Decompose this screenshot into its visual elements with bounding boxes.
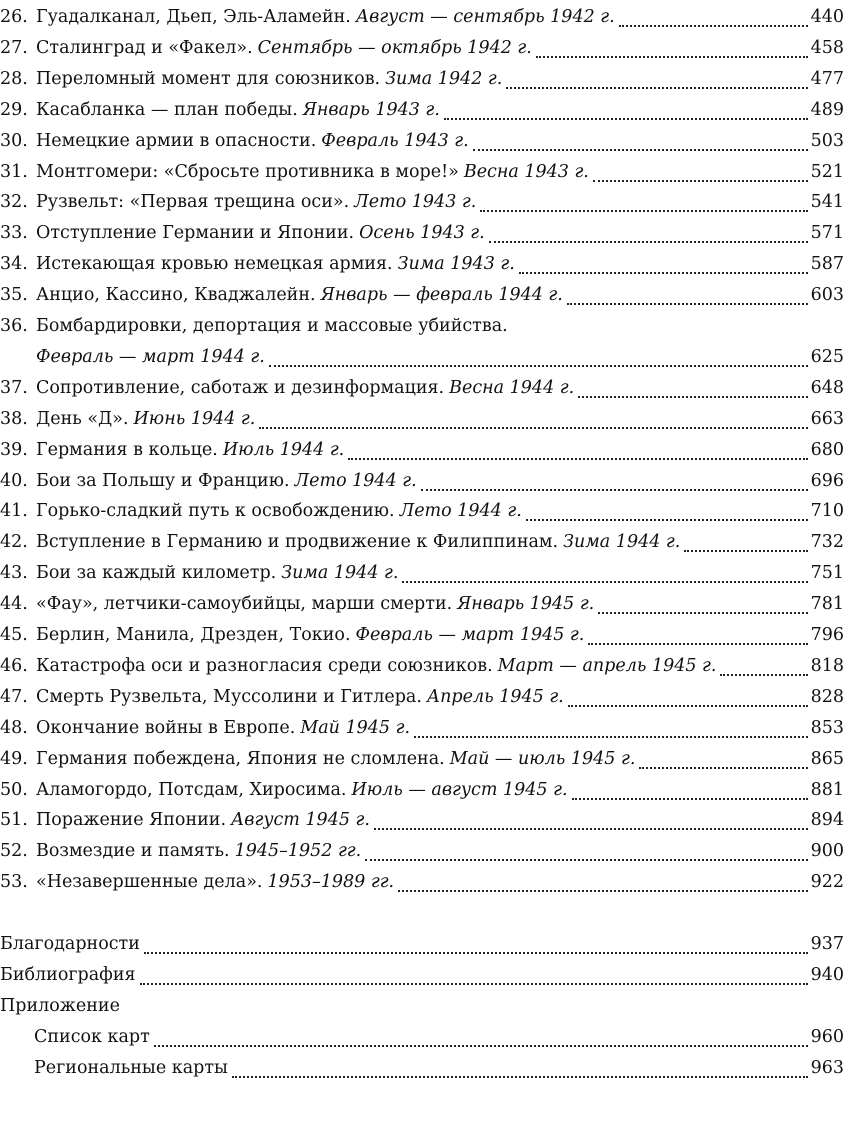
entry-page: 648 — [810, 377, 844, 398]
entry-number: 51. — [0, 810, 28, 831]
entry-number: 32. — [0, 192, 28, 213]
dot-leader — [402, 581, 807, 583]
entry-number: 26. — [0, 7, 28, 27]
dot-leader — [444, 118, 808, 120]
entry-title: Смерть Рузвельта, Муссолини и Гитлера. — [36, 686, 422, 707]
entry-title: Сталинград и «Факел». — [36, 37, 253, 58]
dot-leader — [480, 210, 807, 212]
toc-entry — [0, 373, 844, 403]
back-matter-entry — [0, 1022, 844, 1052]
entry-page: 587 — [810, 254, 844, 275]
entry-title: Рузвельт: «Первая трещина оси». — [36, 192, 350, 213]
dot-leader — [414, 736, 808, 738]
entry-page: 796 — [810, 625, 844, 645]
toc-entry — [0, 435, 844, 465]
dot-leader — [473, 149, 808, 151]
toc-entry — [0, 682, 844, 712]
toc-entry — [0, 867, 844, 897]
entry-date: Зима 1942 г. — [385, 68, 503, 89]
toc-entry — [0, 558, 844, 588]
entry-date: Август — сентябрь 1942 г. — [355, 7, 615, 27]
toc-entry — [0, 466, 844, 496]
entry-page: 603 — [810, 285, 844, 306]
entry-title: Германия в кольце. — [36, 439, 218, 460]
entry-page: 732 — [810, 532, 844, 553]
entry-date: Зима 1943 г. — [397, 254, 515, 275]
toc-entry — [0, 311, 844, 341]
dot-leader — [140, 983, 808, 985]
back-matter-entry — [0, 960, 844, 990]
dot-leader — [421, 489, 808, 491]
entry-page: 503 — [810, 130, 844, 151]
back-matter-title: Приложение — [0, 995, 120, 1016]
entry-date: Сентябрь — октябрь 1942 г. — [257, 37, 532, 58]
entry-number: 39. — [0, 439, 28, 460]
entry-page: 663 — [810, 408, 844, 429]
toc-entry — [0, 187, 844, 217]
entry-page: 477 — [810, 68, 844, 89]
entry-title: Катастрофа оси и разногласия среди союзников. — [36, 655, 493, 676]
entry-number: 50. — [0, 779, 28, 800]
dot-leader — [598, 612, 807, 614]
dot-leader — [588, 643, 807, 645]
entry-page: 751 — [810, 563, 844, 584]
toc-entry — [0, 218, 844, 248]
entry-date: Зима 1944 г. — [563, 532, 681, 553]
entry-date: Лето 1944 г. — [294, 470, 417, 491]
entry-number: 37. — [0, 377, 28, 398]
entry-number: 38. — [0, 408, 28, 429]
entry-number: 53. — [0, 872, 28, 893]
entry-number: 33. — [0, 223, 28, 244]
dot-leader — [398, 890, 807, 892]
dot-leader — [232, 1076, 808, 1078]
entry-title: День «Д». — [36, 408, 129, 429]
entry-number: 49. — [0, 748, 28, 769]
toc-entry — [0, 620, 844, 650]
entry-number: 48. — [0, 717, 28, 738]
entry-date: Июль — август 1945 г. — [351, 779, 568, 800]
back-matter-page: 937 — [810, 934, 844, 954]
toc-entry — [0, 651, 844, 681]
entry-page: 521 — [810, 161, 844, 182]
dot-leader — [536, 56, 808, 58]
entry-number: 27. — [0, 37, 28, 58]
dot-leader — [506, 87, 807, 89]
entry-page: 865 — [810, 748, 844, 769]
entry-page: 541 — [810, 192, 844, 213]
toc-entry — [0, 64, 844, 94]
entry-page: 489 — [810, 99, 844, 120]
entry-title: Истекающая кровью немецкая армия. — [36, 254, 393, 275]
toc-entry — [0, 95, 844, 125]
dot-leader — [639, 767, 807, 769]
entry-number: 35. — [0, 285, 28, 306]
toc-entry-continuation — [0, 342, 844, 372]
entry-title: «Фау», летчики-самоубийцы, марши смерти. — [36, 594, 453, 615]
entry-number: 34. — [0, 254, 28, 275]
entry-title: Монтгомери: «Сбросьте противника в море!» — [36, 161, 459, 182]
entry-page: 881 — [810, 779, 844, 800]
entry-page: 696 — [810, 470, 844, 491]
entry-title: Поражение Японии. — [36, 810, 227, 831]
entry-number: 42. — [0, 532, 28, 553]
entry-title: Бомбардировки, депортация и массовые убийства. — [36, 316, 508, 336]
entry-date: 1953–1989 гг. — [267, 872, 395, 893]
dot-leader — [593, 180, 808, 182]
entry-title: Берлин, Манила, Дрезден, Токио. — [36, 625, 351, 645]
entry-page: 710 — [810, 501, 844, 522]
dot-leader — [269, 365, 808, 367]
entry-date: Январь — февраль 1944 г. — [320, 285, 563, 306]
dot-leader — [567, 303, 808, 305]
entry-number: 46. — [0, 655, 28, 676]
toc-entry — [0, 404, 844, 434]
entry-page: 853 — [810, 717, 844, 738]
dot-leader — [144, 952, 808, 954]
entry-title: Возмездие и память. — [36, 841, 230, 862]
entry-number: 36. — [0, 316, 28, 336]
entry-number: 44. — [0, 594, 28, 615]
entry-date: Июль 1944 г. — [222, 439, 345, 460]
entry-title: Бои за каждый километр. — [36, 563, 277, 584]
dot-leader — [526, 519, 808, 521]
dot-leader — [568, 705, 808, 707]
back-matter-title: Региональные карты — [34, 1057, 228, 1078]
toc-entry — [0, 280, 844, 310]
back-matter-page: 960 — [810, 1026, 844, 1047]
entry-page: 818 — [810, 655, 844, 676]
entry-number: 45. — [0, 625, 28, 645]
entry-title: Аламогордо, Потсдам, Хиросима. — [36, 779, 347, 800]
dot-leader — [489, 241, 808, 243]
back-matter-title: Список карт — [34, 1026, 150, 1047]
entry-number: 43. — [0, 563, 28, 584]
back-matter-page: 940 — [810, 964, 844, 985]
entry-date: 1945–1952 гг. — [234, 841, 362, 862]
dot-leader — [365, 859, 807, 861]
entry-title: Немецкие армии в опасности. — [36, 130, 317, 151]
dot-leader — [619, 25, 808, 27]
toc-entry — [0, 836, 844, 866]
entry-number: 41. — [0, 501, 28, 522]
entry-title: Горько-сладкий путь к освобождению. — [36, 501, 395, 522]
back-matter-title: Библиография — [0, 964, 136, 985]
entry-date: Май — июль 1945 г. — [449, 748, 636, 769]
entry-title: Бои за Польшу и Францию. — [36, 470, 290, 491]
entry-date: Зима 1944 г. — [281, 563, 399, 584]
entry-date: Февраль — март 1945 г. — [355, 625, 585, 645]
entry-date: Август 1945 г. — [231, 810, 370, 831]
entry-date: Весна 1943 г. — [463, 161, 589, 182]
entry-page: 440 — [810, 7, 844, 27]
entry-title: Германия побеждена, Япония не сломлена. — [36, 748, 445, 769]
toc-entry — [0, 33, 844, 63]
entry-date: Март — апрель 1945 г. — [497, 655, 717, 676]
entry-page: 900 — [810, 841, 844, 862]
entry-title: Переломный момент для союзников. — [36, 68, 381, 89]
entry-page: 571 — [810, 223, 844, 244]
entry-date: Весна 1944 г. — [449, 377, 575, 398]
entry-number: 40. — [0, 470, 28, 491]
entry-title: Касабланка — план победы. — [36, 99, 298, 120]
toc-entry — [0, 744, 844, 774]
toc-entry — [0, 775, 844, 805]
dot-leader — [578, 396, 807, 398]
dot-leader — [348, 458, 807, 460]
entry-page: 680 — [810, 439, 844, 460]
entry-page: 828 — [810, 686, 844, 707]
dot-leader — [374, 828, 808, 830]
entry-title: «Незавершенные дела». — [36, 872, 263, 893]
toc-entry — [0, 589, 844, 619]
entry-date: Лето 1944 г. — [399, 501, 522, 522]
entry-title: Вступление в Германию и продвижение к Филиппинам. — [36, 532, 559, 553]
dot-leader — [519, 272, 808, 274]
entry-number: 31. — [0, 161, 28, 182]
toc-entry — [0, 496, 844, 526]
entry-date: Осень 1943 г. — [359, 223, 485, 244]
entry-page: 894 — [810, 810, 844, 831]
entry-title: Гуадалканал, Дьеп, Эль-Аламейн. — [36, 7, 351, 27]
entry-title: Окончание войны в Европе. — [36, 717, 296, 738]
entry-number: 28. — [0, 68, 28, 89]
entry-title: Отступление Германии и Японии. — [36, 223, 355, 244]
toc-entry — [0, 713, 844, 743]
back-matter-entry — [0, 1053, 844, 1083]
toc-entry — [0, 527, 844, 557]
entry-number: 47. — [0, 686, 28, 707]
entry-page: 781 — [810, 594, 844, 615]
dot-leader — [154, 1045, 808, 1047]
toc-entry — [0, 157, 844, 187]
back-matter-page: 963 — [810, 1057, 844, 1078]
entry-number: 30. — [0, 130, 28, 151]
entry-title: Сопротивление, саботаж и дезинформация. — [36, 377, 445, 398]
entry-date: Январь 1945 г. — [457, 594, 595, 615]
dot-leader — [720, 674, 807, 676]
entry-number: 29. — [0, 99, 28, 120]
entry-date: Апрель 1945 г. — [426, 686, 564, 707]
back-matter-entry — [0, 929, 844, 959]
back-matter-entry — [0, 991, 844, 1021]
entry-date: Январь 1943 г. — [302, 99, 440, 120]
entry-date: Февраль — март 1944 г. — [36, 346, 265, 367]
entry-date: Май 1945 г. — [300, 717, 411, 738]
entry-page: 458 — [810, 37, 844, 58]
toc-entry — [0, 2, 844, 32]
entry-page: 922 — [810, 872, 844, 893]
toc-entry — [0, 805, 844, 835]
entry-date: Июнь 1944 г. — [133, 408, 256, 429]
entry-title: Анцио, Кассино, Кваджалейн. — [36, 285, 316, 306]
toc-entry — [0, 126, 844, 156]
dot-leader — [572, 798, 808, 800]
toc-entry — [0, 249, 844, 279]
entry-page: 625 — [810, 346, 844, 367]
dot-leader — [684, 550, 807, 552]
entry-date: Февраль 1943 г. — [321, 130, 469, 151]
entry-number: 52. — [0, 841, 28, 862]
entry-date: Лето 1943 г. — [354, 192, 477, 213]
dot-leader — [259, 427, 807, 429]
back-matter-title: Благодарности — [0, 934, 140, 954]
